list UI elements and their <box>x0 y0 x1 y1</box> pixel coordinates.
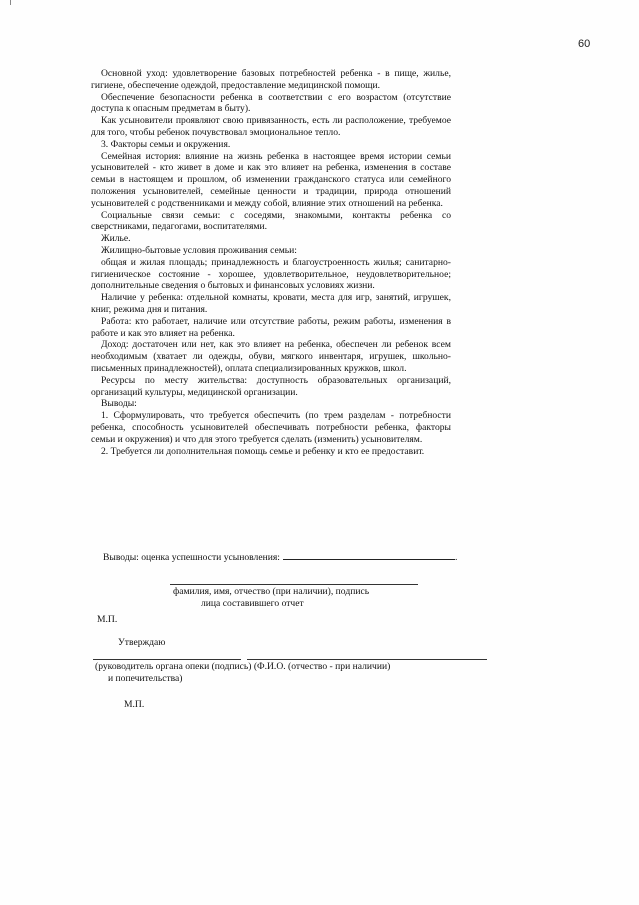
approval-caption-continued: и попечительства) <box>108 673 183 684</box>
paragraph-housing-heading: Жилье. <box>101 233 131 245</box>
paragraph-attachment: Как усыновители проявляют свою привязанность, есть ли расположение, требуемое для того, чтобы ребенок почувствовал эмоциональное тепло. <box>91 115 451 138</box>
conclusion-end-mark: . <box>454 552 458 563</box>
approval-line-head <box>93 659 241 660</box>
conclusion-label: Выводы: оценка успешности усыновления: <box>103 552 280 563</box>
paragraph-conclusions-heading: Выводы: <box>101 398 137 410</box>
paragraph-safety: Обеспечение безопасности ребенка в соответствии с его возрастом (отсутствие доступа к опасным предметам в быту). <box>91 91 451 115</box>
paragraph-work: Работа: кто работает, наличие или отсутствие работы, режим работы, изменения в работе и как это влияет на ребенка. <box>91 315 451 339</box>
paragraph-resources: Ресурсы по месту жительства: доступность образовательных организаций, организаций культуры, медицинской организации. <box>91 374 451 398</box>
section-heading-family-factors: 3. Факторы семьи и окружения. <box>101 138 231 150</box>
signature-line <box>170 584 418 585</box>
paragraph-basic-care: Основной уход: удовлетворение базовых потребностей ребенка - в пище, жилье, гигиене, обеспечение одеждой, предоставление медицинской помощи. <box>91 68 451 91</box>
conclusion-blank-field <box>283 549 455 560</box>
adoption-success-conclusion <box>103 549 457 563</box>
signature-caption-author: лица составившего отчет <box>201 598 304 609</box>
paragraph-child-room: Наличие у ребенка: отдельной комнаты, кровати, места для игр, занятий, игрушек, книг, режима дня и питания. <box>91 292 451 315</box>
approve-label: Утверждаю <box>118 637 166 648</box>
paragraph-living-conditions-heading: Жилищно-бытовые условия проживания семьи: <box>101 244 297 256</box>
report-body <box>91 68 451 457</box>
scan-mark <box>10 0 11 5</box>
approval-line-signature-name <box>247 659 487 660</box>
approval-caption: (руководитель органа опеки (подпись) (Ф.И.О. (отчество - при наличии) <box>95 661 391 672</box>
paragraph-social-ties: Социальные связи семьи: с соседями, знакомыми, контакты ребенка со сверстниками, педагогами, воспитателями. <box>91 209 451 233</box>
approval-stamp-placeholder: М.П. <box>124 699 145 710</box>
page-number: 60 <box>578 38 591 50</box>
paragraph-family-history: Семейная история: влияние на жизнь ребенка в настоящее время истории семьи усыновителей - кто живет в доме и как это влияет на ребенка, изменения в составе семьи в настоящем и прошлом, об изменении гражданского статуса или семейного положения усыновителей, семейные ценности и традиции, природа отношений усыновителей с родственниками и между собой, влияние этих отношений на ребенка. <box>91 150 451 209</box>
paragraph-living-conditions: общая и жилая площадь; принадлежность и благоустроенность жилья; санитарно-гигиеническое состояние - хорошее, удовлетворительное, неудовлетворительное; дополнительные сведения о бытовых и финансовых условиях жизни. <box>91 256 451 292</box>
paragraph-income: Доход: достаточен или нет, как это влияет на ребенка, обеспечен ли ребенок всем необходимым (хватает ли одежды, обуви, мягкого инвентаря, игрушек, школьно-письменных принадлежностей), оплата специализированных кружков, школ. <box>91 339 451 374</box>
paragraph-conclusion-2: 2. Требуется ли дополнительная помощь семье и ребенку и кто ее предоставит. <box>101 445 425 457</box>
stamp-placeholder: М.П. <box>97 614 118 625</box>
paragraph-conclusion-1: 1. Сформулировать, что требуется обеспечить (по трем разделам - потребности ребенка, способность усыновителей обеспечивать потребности ребенка, факторы семьи и окружения) и что для этого требуется сделать (изменить) усыновителям. <box>91 410 451 445</box>
signature-caption-name: фамилия, имя, отчество (при наличии), подпись <box>173 586 370 597</box>
